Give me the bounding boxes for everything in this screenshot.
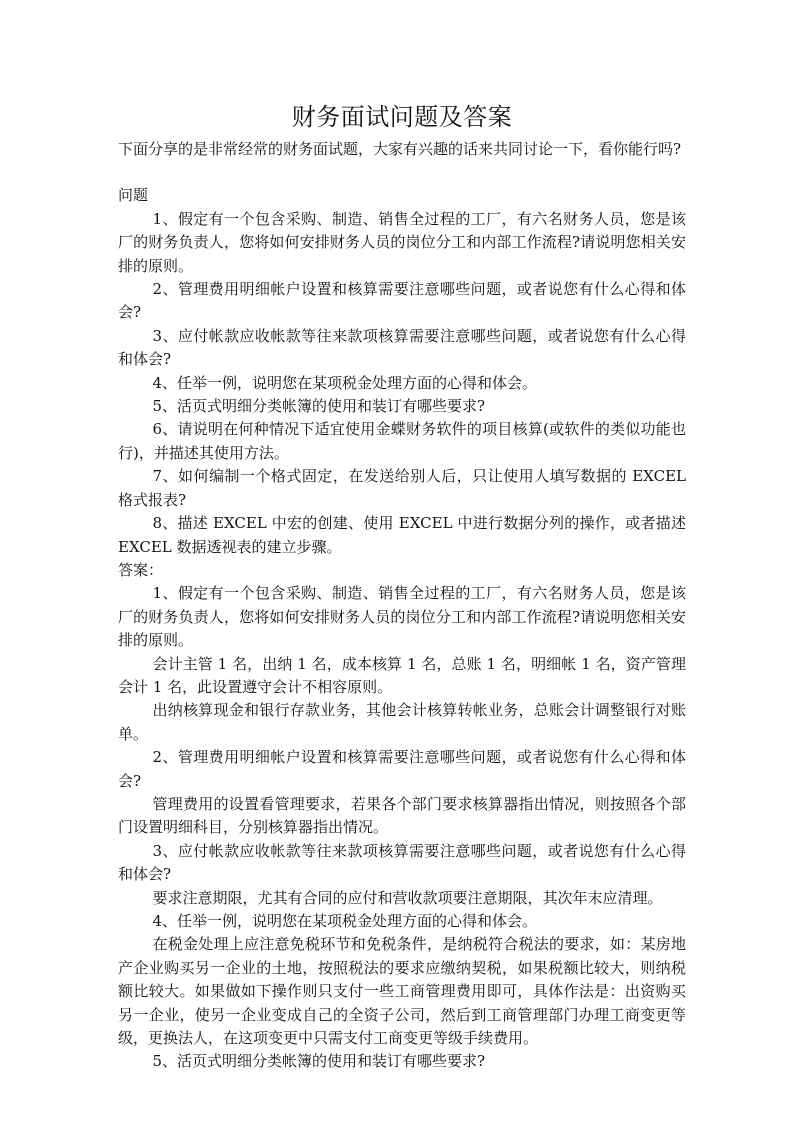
answer-question-5: 5、活页式明细分类帐簿的使用和装订有哪些要求? bbox=[152, 1052, 486, 1071]
question-item: 4、任举一例，说明您在某项税金处理方面的心得和体会。 bbox=[152, 373, 538, 392]
question-item: 3、应付帐款应收帐款等往来款项核算需要注意哪些问题，或者说您有什么心得和体会? bbox=[118, 326, 686, 369]
question-item: 7、如何编制一个格式固定，在发送给别人后，只让使用人填写数据的 EXCEL 格式报表? bbox=[118, 467, 686, 509]
answer-paragraph: 在税金处理上应注意免税环节和免税条件，是纳税符合税法的要求，如：某房地产企业购买另一企业的土地，按照税法的要求应缴纳契税，如果税额比较大，则纳税额比较大。如果做如下操作则只支付一些工商管理费用即可，具体作法是：出资购买另一企业，使另一企业变成自己的全资子公司，然后到工商管理部门办理工商变更等级，更换法人，在这项变更中只需支付工商变更等级手续费用。 bbox=[118, 935, 686, 1048]
question-item: 5、活页式明细分类帐簿的使用和装订有哪些要求? bbox=[152, 397, 486, 416]
answer-question-2: 2、管理费用明细帐户设置和核算需要注意哪些问题，或者说您有什么心得和体会? bbox=[118, 748, 686, 790]
question-item: 2、管理费用明细帐户设置和核算需要注意哪些问题，或者说您有什么心得和体会? bbox=[118, 280, 686, 322]
answers-list bbox=[118, 582, 686, 1074]
answer-paragraph: 会计主管 1 名，出纳 1 名，成本核算 1 名，总账 1 名，明细帐 1 名，资产管理会计 1 名，此设置遵守会计不相容原则。 bbox=[118, 654, 686, 696]
questions-heading: 问题 bbox=[118, 186, 149, 205]
question-item: 1、假定有一个包含采购、制造、销售全过程的工厂，有六名财务人员，您是该厂的财务负责人，您将如何安排财务人员的岗位分工和内部工作流程?请说明您相关安排的原则。 bbox=[118, 209, 686, 275]
document-page bbox=[118, 100, 686, 1074]
document-title: 财务面试问题及答案 bbox=[291, 103, 513, 131]
blank-line bbox=[118, 161, 686, 184]
question-item: 6、请说明在何种情况下适宜使用金蝶财务软件的项目核算(或软件的类似功能也行)，并描述其使用方法。 bbox=[118, 420, 686, 462]
answer-paragraph: 出纳核算现金和银行存款业务，其他会计核算转帐业务，总账会计调整银行对账单。 bbox=[118, 701, 686, 743]
intro-paragraph: 下面分享的是非常经常的财务面试题，大家有兴趣的话来共同讨论一下，看你能行吗? bbox=[118, 140, 682, 158]
answer-question-3: 3、应付帐款应收帐款等往来款项核算需要注意哪些问题，或者说您有什么心得和体会? bbox=[118, 841, 686, 884]
question-item: 8、描述 EXCEL 中宏的创建、使用 EXCEL 中进行数据分列的操作，或者描述 EXCEL 数据透视表的建立步骤。 bbox=[118, 514, 686, 556]
answer-paragraph: 管理费用的设置看管理要求，若果各个部门要求核算器指出情况，则按照各个部门设置明细科目，分别核算器指出情况。 bbox=[118, 794, 686, 837]
answers-heading: 答案： bbox=[118, 560, 164, 579]
answer-paragraph: 要求注意期限，尤其有合同的应付和营收款项要注意期限，其次年末应清理。 bbox=[152, 888, 663, 907]
answer-question-4: 4、任举一例，说明您在某项税金处理方面的心得和体会。 bbox=[152, 912, 538, 930]
answer-question-1: 1、假定有一个包含采购、制造、销售全过程的工厂，有六名财务人员，您是该厂的财务负责人，您将如何安排财务人员的岗位分工和内部工作流程?请说明您相关安排的原则。 bbox=[118, 584, 686, 650]
questions-list bbox=[118, 208, 686, 559]
